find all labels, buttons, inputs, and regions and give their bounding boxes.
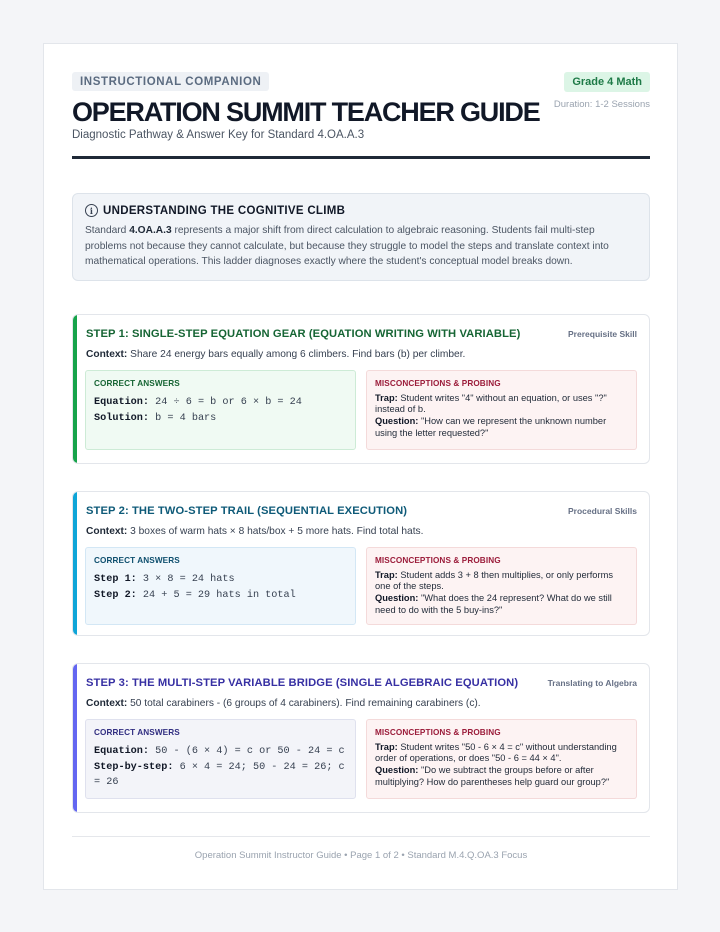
page-subtitle: Diagnostic Pathway & Answer Key for Standard 4.OA.A.3 — [72, 129, 365, 141]
step-title: STEP 2: THE TWO-STEP TRAIL (SEQUENTIAL EXECUTION) — [86, 505, 408, 517]
intro-text — [85, 223, 637, 270]
answer-line — [94, 760, 347, 791]
question-value: "How can we represent the unknown number using the letter requested?" — [375, 416, 607, 438]
question-label: Question: — [375, 765, 419, 776]
answer-line — [94, 395, 347, 411]
trap-label: Trap: — [375, 393, 398, 403]
answer-lines — [94, 572, 347, 603]
answer-line-label: Equation: — [94, 397, 150, 408]
answer-line-label: Step 1: — [94, 574, 137, 585]
step-title: STEP 3: THE MULTI-STEP VARIABLE BRIDGE (SINGLE ALGEBRAIC EQUATION) — [86, 677, 519, 689]
step-accent-bar — [73, 492, 77, 635]
guide-page — [43, 43, 678, 890]
step-accent-bar — [73, 664, 77, 812]
answer-line-value: 3 × 8 = 24 hats — [136, 574, 235, 585]
step-tag: Prerequisite Skill — [568, 329, 637, 339]
context-label: Context: — [86, 526, 128, 537]
intro-callout — [72, 193, 650, 281]
step-card-3 — [72, 663, 650, 813]
intro-text-post: represents a major shift from direct calculation to algebraic reasoning. Students fail multi-step problems not because they cannot calculate, but because they struggle to model the steps and translate context into mathematical operations. This ladder diagnoses exactly where the student's conceptual model breaks down. — [85, 225, 609, 267]
trap-value: Student writes "50 - 6 × 4 = c" without understanding order of operations, or does "50 - 6 = 44 × 4". — [375, 742, 617, 764]
correct-answers-label: CORRECT ANSWERS — [94, 728, 180, 737]
correct-answers-box — [85, 547, 356, 625]
answer-lines — [94, 744, 347, 791]
answer-line-value: 6 × 4 = 24; 50 - 24 = 26; c = 26 — [94, 761, 345, 788]
answer-line-label: Solution: — [94, 412, 150, 424]
answer-line-value: 24 + 5 = 29 hats in total — [136, 589, 296, 601]
correct-answers-box — [85, 370, 356, 450]
page-footer: Operation Summit Instructor Guide • Page 1 of 2 • Standard M.4.Q.OA.3 Focus — [194, 850, 528, 861]
page-content — [72, 72, 650, 861]
answer-line-value: 24 ÷ 6 = b or 6 × b = 24 — [149, 397, 302, 408]
answer-line-value: 50 - (6 × 4) = c or 50 - 24 = c — [149, 746, 345, 757]
intro-heading-text: UNDERSTANDING THE COGNITIVE CLIMB — [103, 204, 346, 217]
misconceptions-box — [366, 719, 637, 799]
answer-line — [94, 572, 347, 588]
question-text — [375, 416, 628, 438]
page-title: OPERATION SUMMIT TEACHER GUIDE — [72, 97, 540, 127]
info-icon: i — [85, 204, 98, 217]
step-tag: Procedural Skills — [568, 506, 637, 516]
step-context — [86, 526, 423, 537]
intro-heading — [85, 204, 637, 217]
grade-badge: Grade 4 Math — [564, 72, 650, 92]
answer-line-label: Step 2: — [94, 589, 137, 601]
context-label: Context: — [86, 349, 128, 360]
step-context — [86, 698, 481, 709]
misconceptions-label: MISCONCEPTIONS & PROBING — [375, 728, 501, 737]
step-accent-bar — [73, 315, 77, 463]
trap-text — [375, 742, 628, 764]
header-divider — [72, 156, 650, 159]
context-text: 50 total carabiners - (6 groups of 4 carabiners). Find remaining carabiners (c). — [127, 698, 481, 709]
question-label: Question: — [375, 593, 419, 604]
answer-line — [94, 411, 347, 427]
answer-line-label: Step-by-step: — [94, 761, 174, 773]
answer-line-value: b = 4 bars — [149, 412, 217, 424]
misconceptions-label: MISCONCEPTIONS & PROBING — [375, 556, 501, 565]
correct-answers-box — [85, 719, 356, 799]
step-context — [86, 349, 465, 360]
answer-line — [94, 588, 347, 604]
step-card-2 — [72, 491, 650, 636]
correct-answers-label: CORRECT ANSWERS — [94, 556, 180, 565]
step-title: STEP 1: SINGLE-STEP EQUATION GEAR (EQUATION WRITING WITH VARIABLE) — [86, 328, 521, 340]
trap-label: Trap: — [375, 742, 398, 752]
header — [72, 72, 650, 141]
trap-text — [375, 393, 628, 415]
trap-value: Student writes "4" without an equation, or uses "?" instead of b. — [375, 393, 607, 415]
intro-standard: 4.OA.A.3 — [129, 225, 172, 236]
question-value: "What does the 24 represent? What do we still need to do with the 5 buy-ins?" — [375, 593, 612, 615]
question-text — [375, 593, 628, 615]
misconceptions-box — [366, 370, 637, 450]
duration-text: Duration: 1-2 Sessions — [553, 99, 650, 110]
question-value: "Do we subtract the groups before or after multiplying? How do parentheses help guard our group?" — [375, 765, 610, 787]
context-text: Share 24 energy bars equally among 6 climbers. Find bars (b) per climber. — [127, 349, 466, 360]
answer-line — [94, 744, 347, 760]
step-card-1 — [72, 314, 650, 464]
step-tag: Translating to Algebra — [547, 678, 637, 688]
context-text: 3 boxes of warm hats × 8 hats/box + 5 more hats. Find total hats. — [127, 526, 424, 537]
question-text — [375, 765, 628, 787]
question-label: Question: — [375, 416, 419, 427]
context-label: Context: — [86, 698, 128, 709]
trap-label: Trap: — [375, 570, 398, 580]
correct-answers-label: CORRECT ANSWERS — [94, 379, 180, 388]
misconceptions-box — [366, 547, 637, 625]
intro-text-pre: Standard — [85, 225, 130, 236]
answer-lines — [94, 395, 347, 426]
misconceptions-label: MISCONCEPTIONS & PROBING — [375, 379, 501, 388]
trap-text — [375, 570, 628, 592]
footer-divider — [72, 836, 650, 837]
trap-value: Student adds 3 + 8 then multiplies, or only performs one of the steps. — [375, 570, 613, 592]
kicker-badge: INSTRUCTIONAL COMPANION — [72, 72, 269, 91]
answer-line-label: Equation: — [94, 746, 150, 757]
